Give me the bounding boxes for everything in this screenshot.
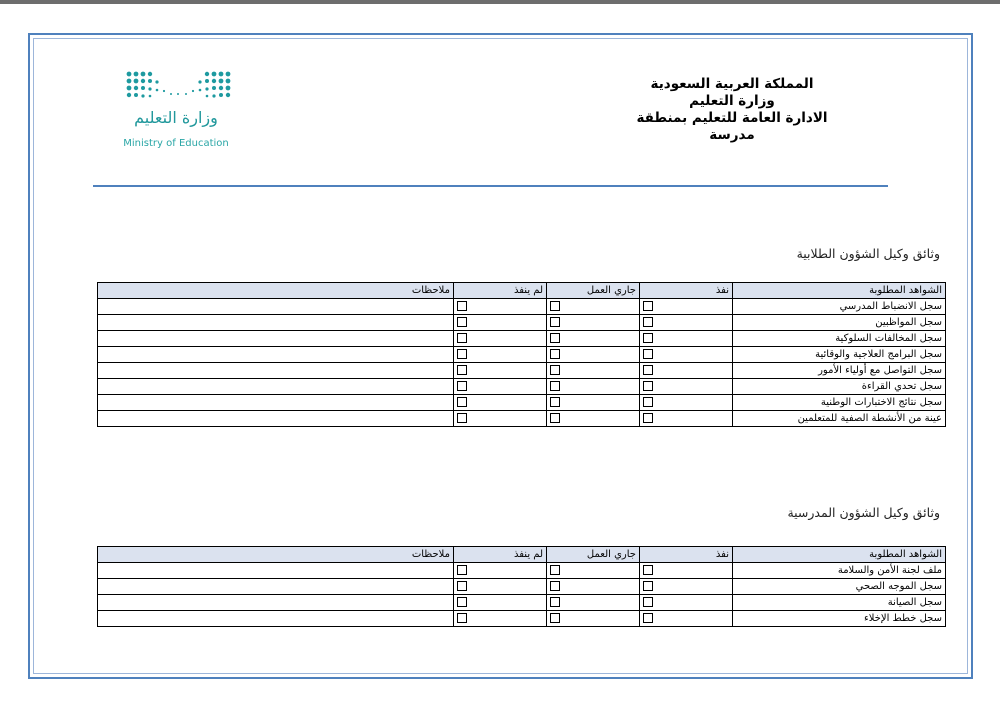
section-title-school-affairs: وثائق وكيل الشؤون المدرسية	[787, 505, 940, 520]
table-row	[98, 331, 946, 347]
table-row	[98, 595, 946, 611]
done-checkbox[interactable]	[643, 597, 653, 607]
col-in-progress: جاري العمل	[547, 547, 640, 563]
col-required: الشواهد المطلوبة	[733, 547, 946, 563]
in-progress-checkbox[interactable]	[550, 597, 560, 607]
document-name: سجل البرامج العلاجية والوقائية	[733, 347, 946, 363]
not-done-checkbox[interactable]	[457, 397, 467, 407]
done-checkbox[interactable]	[643, 397, 653, 407]
notes-cell[interactable]	[98, 611, 454, 627]
done-checkbox[interactable]	[643, 349, 653, 359]
in-progress-checkbox[interactable]	[550, 397, 560, 407]
notes-cell[interactable]	[98, 411, 454, 427]
done-checkbox[interactable]	[643, 613, 653, 623]
in-progress-checkbox[interactable]	[550, 581, 560, 591]
not-done-checkbox[interactable]	[457, 349, 467, 359]
kingdom-title: المملكة العربية السعودية	[650, 76, 814, 92]
done-checkbox[interactable]	[643, 413, 653, 423]
notes-cell[interactable]	[98, 563, 454, 579]
col-done: نفذ	[640, 283, 733, 299]
not-done-checkbox[interactable]	[457, 413, 467, 423]
ministry-logo	[116, 68, 241, 158]
section-title-student-affairs: وثائق وكيل الشؤون الطلابية	[796, 246, 940, 261]
document-name: سجل الموجه الصحي	[733, 579, 946, 595]
logo-english-text: Ministry of Education	[123, 138, 229, 149]
table-row	[98, 579, 946, 595]
col-not-done: لم ينفذ	[454, 547, 547, 563]
done-checkbox[interactable]	[643, 581, 653, 591]
in-progress-checkbox[interactable]	[550, 413, 560, 423]
not-done-checkbox[interactable]	[457, 613, 467, 623]
done-checkbox[interactable]	[643, 317, 653, 327]
document-name: عينة من الأنشطة الصفية للمتعلمين	[733, 411, 946, 427]
not-done-checkbox[interactable]	[457, 565, 467, 575]
document-name: سجل المواظبين	[733, 315, 946, 331]
in-progress-checkbox[interactable]	[550, 349, 560, 359]
not-done-checkbox[interactable]	[457, 581, 467, 591]
in-progress-checkbox[interactable]	[550, 317, 560, 327]
table-row	[98, 611, 946, 627]
in-progress-checkbox[interactable]	[550, 613, 560, 623]
document-name: سجل الانضباط المدرسي	[733, 299, 946, 315]
administration-title: الادارة العامة للتعليم بمنطقة	[636, 110, 828, 126]
ministry-title: وزارة التعليم	[689, 93, 775, 109]
col-not-done: لم ينفذ	[454, 283, 547, 299]
in-progress-checkbox[interactable]	[550, 381, 560, 391]
document-name: سجل التواصل مع أولياء الأمور	[733, 363, 946, 379]
notes-cell[interactable]	[98, 315, 454, 331]
not-done-checkbox[interactable]	[457, 365, 467, 375]
header-divider	[93, 185, 888, 187]
notes-cell[interactable]	[98, 299, 454, 315]
table-header-row	[98, 547, 946, 563]
notes-cell[interactable]	[98, 595, 454, 611]
done-checkbox[interactable]	[643, 381, 653, 391]
table-row	[98, 363, 946, 379]
table-row	[98, 299, 946, 315]
document-header	[600, 76, 864, 144]
done-checkbox[interactable]	[643, 301, 653, 311]
col-done: نفذ	[640, 547, 733, 563]
document-name: سجل تحدي القراءة	[733, 379, 946, 395]
top-bar	[0, 0, 1000, 4]
document-name: سجل الصيانة	[733, 595, 946, 611]
document-name: سجل خطط الإخلاء	[733, 611, 946, 627]
in-progress-checkbox[interactable]	[550, 565, 560, 575]
document-name: ملف لجنة الأمن والسلامة	[733, 563, 946, 579]
col-notes: ملاحظات	[98, 547, 454, 563]
notes-cell[interactable]	[98, 379, 454, 395]
logo-arabic-text: وزارة التعليم	[134, 108, 218, 127]
table-row	[98, 379, 946, 395]
document-name: سجل نتائج الاختبارات الوطنية	[733, 395, 946, 411]
document-name: سجل المخالفات السلوكية	[733, 331, 946, 347]
done-checkbox[interactable]	[643, 333, 653, 343]
notes-cell[interactable]	[98, 347, 454, 363]
col-required: الشواهد المطلوبة	[733, 283, 946, 299]
logo-dots-icon	[121, 68, 236, 104]
notes-cell[interactable]	[98, 363, 454, 379]
not-done-checkbox[interactable]	[457, 301, 467, 311]
school-affairs-table	[97, 546, 946, 627]
student-affairs-table	[97, 282, 946, 427]
in-progress-checkbox[interactable]	[550, 365, 560, 375]
col-in-progress: جاري العمل	[547, 283, 640, 299]
done-checkbox[interactable]	[643, 365, 653, 375]
col-notes: ملاحظات	[98, 283, 454, 299]
not-done-checkbox[interactable]	[457, 381, 467, 391]
table-row	[98, 395, 946, 411]
table-header-row	[98, 283, 946, 299]
in-progress-checkbox[interactable]	[550, 333, 560, 343]
not-done-checkbox[interactable]	[457, 597, 467, 607]
not-done-checkbox[interactable]	[457, 333, 467, 343]
notes-cell[interactable]	[98, 579, 454, 595]
school-title: مدرسة	[709, 127, 755, 143]
table-row	[98, 411, 946, 427]
table-row	[98, 347, 946, 363]
table-row	[98, 563, 946, 579]
not-done-checkbox[interactable]	[457, 317, 467, 327]
table-row	[98, 315, 946, 331]
done-checkbox[interactable]	[643, 565, 653, 575]
notes-cell[interactable]	[98, 395, 454, 411]
notes-cell[interactable]	[98, 331, 454, 347]
in-progress-checkbox[interactable]	[550, 301, 560, 311]
